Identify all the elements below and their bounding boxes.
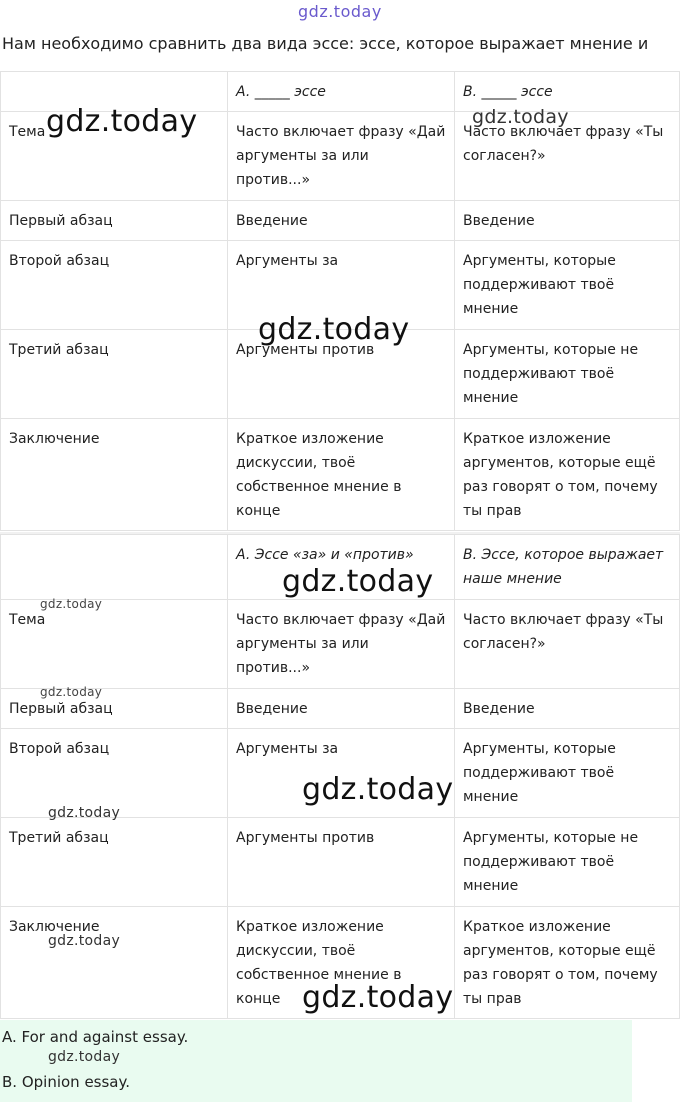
- watermark-overlay: gdz.today: [258, 312, 410, 347]
- table-row: [1, 419, 680, 531]
- table-cell: Краткое изложение аргументов, которые ещё раз говорят о том, почему ты прав: [455, 419, 680, 531]
- table-cell: Часто включает фразу «Дай аргументы за или против...»: [228, 600, 455, 689]
- header-cell: [1, 72, 228, 112]
- watermark-overlay: gdz.today: [40, 597, 103, 611]
- table-row: [1, 907, 680, 1019]
- watermark-overlay: gdz.today: [472, 106, 569, 128]
- table-row: [1, 818, 680, 907]
- row-label: Третий абзац: [1, 818, 228, 907]
- watermark-overlay: gdz.today: [46, 104, 198, 139]
- table-cell: Аргументы, которые поддерживают твоё мнение: [455, 241, 680, 330]
- header-cell: A. Эссе «за» и «против»: [228, 535, 455, 600]
- row-label: Второй абзац: [1, 729, 228, 818]
- table-row: [1, 689, 680, 729]
- row-label: Заключение: [1, 419, 228, 531]
- table-row: [1, 600, 680, 689]
- row-label: Первый абзац: [1, 689, 228, 729]
- table-cell: Аргументы против: [228, 818, 455, 907]
- table-cell: Часто включает фразу «Ты согласен?»: [455, 600, 680, 689]
- watermark-overlay: gdz.today: [48, 1049, 121, 1065]
- table-cell: Аргументы против: [228, 330, 455, 419]
- table-row: [1, 112, 680, 201]
- table-cell: Введение: [455, 689, 680, 729]
- table-cell: Краткое изложение аргументов, которые ещё раз говорят о том, почему ты прав: [455, 907, 680, 1019]
- table-cell: Аргументы за: [228, 241, 455, 330]
- table-row: [1, 729, 680, 818]
- header-cell: A. _____ эссе: [228, 72, 455, 112]
- comparison-table-answer: [0, 534, 680, 1019]
- watermark-overlay: gdz.today: [302, 772, 454, 807]
- table-cell: Часто включает фразу «Ты согласен?»: [455, 112, 680, 201]
- table-cell: Аргументы, которые не поддерживают твоё мнение: [455, 330, 680, 419]
- row-label: Первый абзац: [1, 201, 228, 241]
- row-label: Тема: [1, 112, 228, 201]
- table-cell: Аргументы за: [228, 729, 455, 818]
- watermark-overlay: gdz.today: [48, 805, 121, 821]
- header-cell: [1, 535, 228, 600]
- comparison-table-blank: [0, 71, 680, 531]
- table-cell: Краткое изложение дискуссии, твоё собственное мнение в конце: [228, 419, 455, 531]
- row-label: Тема: [1, 600, 228, 689]
- header-cell: B. Эссе, которое выражает наше мнение: [455, 535, 680, 600]
- watermark-overlay: gdz.today: [282, 564, 434, 599]
- table-cell: Аргументы, которые поддерживают твоё мнение: [455, 729, 680, 818]
- table-cell: Часто включает фразу «Дай аргументы за или против...»: [228, 112, 455, 201]
- watermark-overlay: gdz.today: [48, 933, 121, 949]
- row-label: Второй абзац: [1, 241, 228, 330]
- site-watermark: gdz.today: [298, 2, 382, 21]
- table-header-row: [1, 535, 680, 600]
- table-cell: Аргументы, которые не поддерживают твоё мнение: [455, 818, 680, 907]
- table-cell: Введение: [228, 689, 455, 729]
- answer-a: A. For and against essay.: [2, 1028, 189, 1046]
- watermark-overlay: gdz.today: [302, 980, 454, 1015]
- header-cell: B. _____ эссе: [455, 72, 680, 112]
- table-row: [1, 330, 680, 419]
- table-cell: Краткое изложение дискуссии, твоё собственное мнение в конце: [228, 907, 455, 1019]
- table-header-row: [1, 72, 680, 112]
- answer-box: [0, 1020, 632, 1102]
- row-label: Третий абзац: [1, 330, 228, 419]
- answer-b: B. Opinion essay.: [2, 1073, 131, 1091]
- watermark-overlay: gdz.today: [40, 685, 103, 699]
- intro-text: Нам необходимо сравнить два вида эссе: эссе, которое выражает мнение и: [2, 34, 649, 53]
- row-label: Заключение: [1, 907, 228, 1019]
- table-row: [1, 201, 680, 241]
- table-cell: Введение: [455, 201, 680, 241]
- table-cell: Введение: [228, 201, 455, 241]
- table-row: [1, 241, 680, 330]
